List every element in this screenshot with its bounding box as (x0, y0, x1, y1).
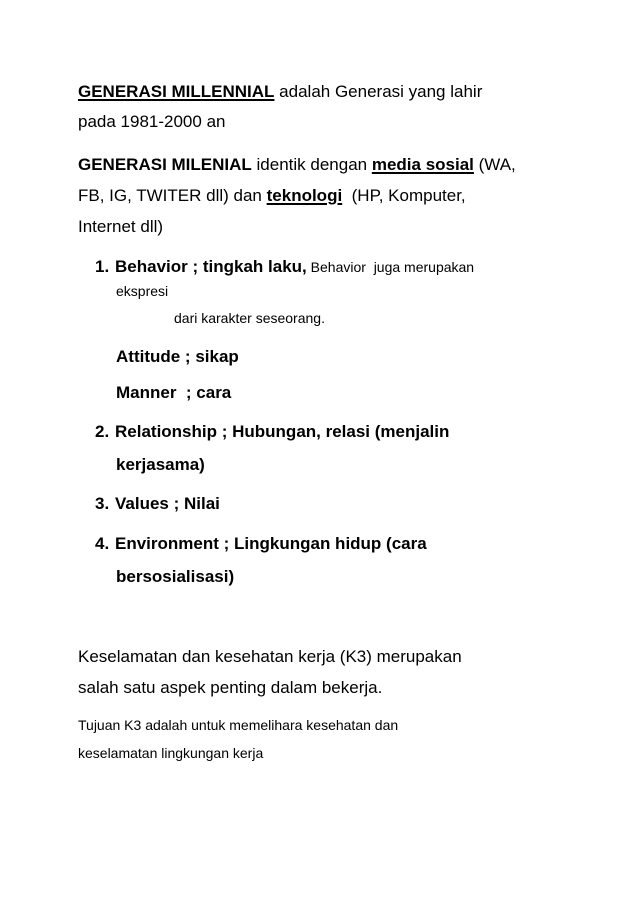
paragraph-1-line-2: pada 1981-2000 an (78, 112, 226, 131)
teknologi-term: teknologi (266, 186, 343, 205)
paragraph-2-line-2-tail: (HP, Komputer, (342, 186, 466, 205)
paragraph-3-line-1: Keselamatan dan kesehatan kerja (K3) merupakan (78, 647, 462, 666)
list-item-1 (95, 258, 474, 275)
manner-line: Manner ; cara (116, 383, 232, 402)
list-item-2 (95, 423, 449, 440)
paragraph-1-text: adalah Generasi yang lahir (274, 82, 483, 101)
list-item-4-title: Environment ; Lingkungan hidup (cara (115, 534, 427, 553)
paragraph-3-line-2: salah satu aspek penting dalam bekerja. (78, 678, 383, 697)
list-item-1-number: 1. (95, 257, 110, 276)
list-item-1-note: Behavior juga merupakan (306, 259, 475, 275)
list-item-4-number: 4. (95, 534, 110, 553)
list-item-3 (95, 495, 220, 512)
paragraph-2-tail: (WA, (473, 155, 516, 174)
list-item-4-line-2: bersosialisasi) (116, 567, 235, 586)
paragraph-2-text: identik dengan (251, 155, 372, 174)
paragraph-2-line-2-text: FB, IG, TWITER dll) dan (78, 186, 267, 205)
attitude-line: Attitude ; sikap (116, 347, 239, 366)
paragraph-2-line-1 (78, 156, 516, 173)
list-item-1-title: Behavior ; tingkah laku, (115, 257, 307, 276)
paragraph-4-line-1: Tujuan K3 adalah untuk memelihara kesehatan dan (78, 717, 399, 733)
media-sosial-term: media sosial (371, 155, 474, 174)
generasi-milenial-heading: GENERASI MILENIAL (78, 155, 252, 174)
list-item-3-number: 3. (95, 494, 110, 513)
list-item-3-title: Values ; Nilai (115, 494, 220, 513)
paragraph-2-line-3: Internet dll) (78, 217, 164, 236)
list-item-2-number: 2. (95, 422, 110, 441)
paragraph-2-line-2 (78, 187, 466, 204)
list-item-1-line-3: dari karakter seseorang. (174, 310, 325, 326)
generasi-millennial-heading: GENERASI MILLENNIAL (78, 82, 275, 101)
list-item-1-line-2: ekspresi (116, 283, 169, 299)
paragraph-4-line-2: keselamatan lingkungan kerja (78, 745, 264, 761)
paragraph-1-line-1 (78, 83, 482, 100)
list-item-2-line-2: kerjasama) (116, 455, 205, 474)
list-item-2-title: Relationship ; Hubungan, relasi (menjalin (115, 422, 450, 441)
list-item-4 (95, 535, 427, 552)
